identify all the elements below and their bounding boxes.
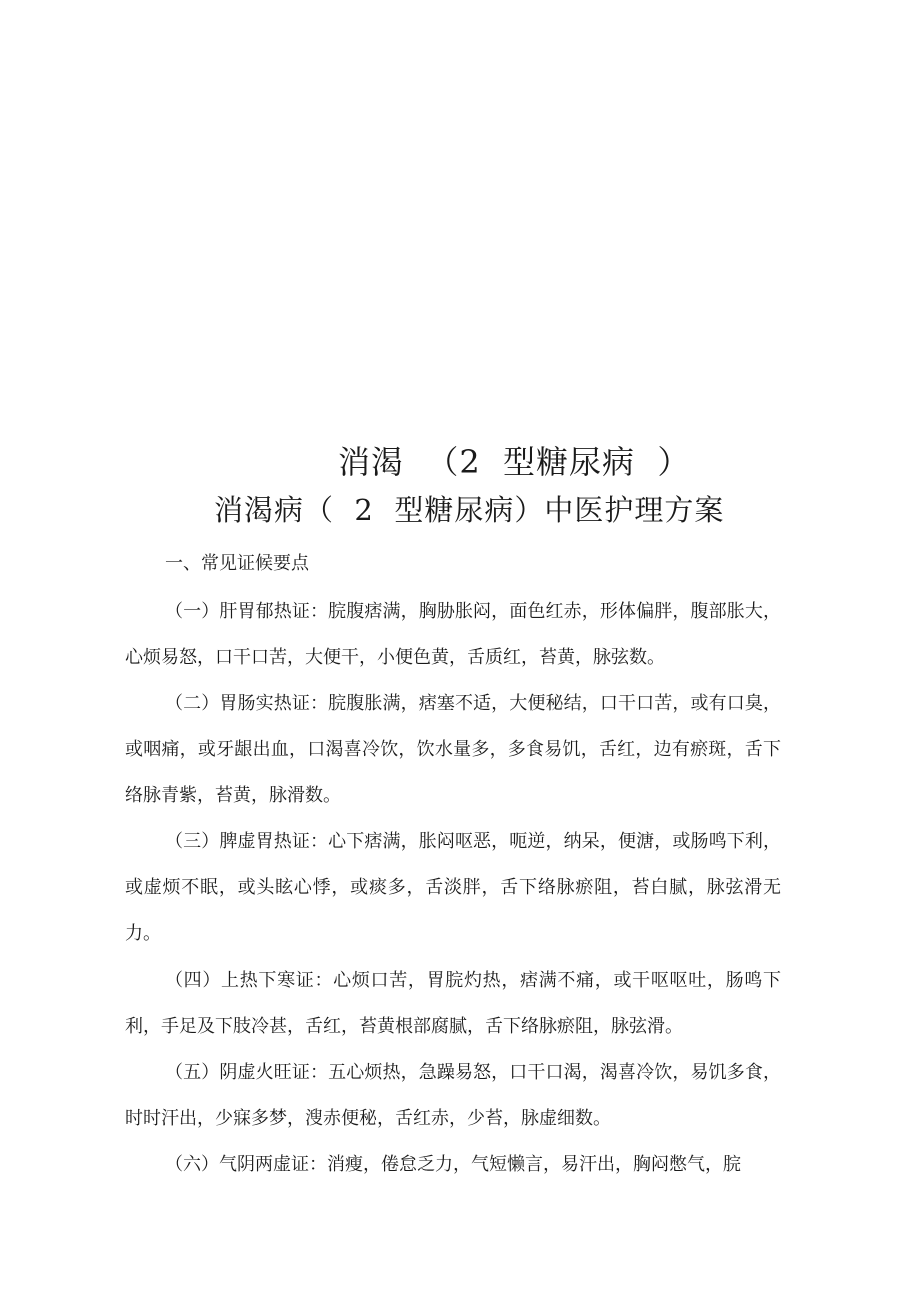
paragraph-syndrome-4: （四）上热下寒证：心烦口苦，胃脘灼热，痞满不痛，或干呕呕吐，肠鸣下利，手足及下肢冷甚，舌红，苔黄根部腐腻，舌下络脉瘀阻，脉弦滑。 bbox=[125, 970, 781, 1037]
document-subtitle: 消渴病（ 2 型糖尿病）中医护理方案 bbox=[214, 493, 725, 527]
paragraph-syndrome-5: （五）阴虚火旺证：五心烦热，急躁易怒，口干口渴，渴喜冷饮，易饥多食，时时汗出，少寐多梦，溲赤便秘，舌红赤，少苔，脉虚细数。 bbox=[125, 1062, 781, 1129]
paragraph-syndrome-3: （三）脾虚胃热证：心下痞满，胀闷呕恶，呃逆，纳呆，便溏，或肠鸣下利，或虚烦不眠，或头眩心悸，或痰多，舌淡胖，舌下络脉瘀阻，苔白腻，脉弦滑无力。 bbox=[125, 831, 781, 944]
paragraph-syndrome-6: （六）气阴两虚证：消瘦，倦怠乏力，气短懒言，易汗出，胸闷憋气，脘 bbox=[165, 1154, 741, 1175]
section-heading: 一、常见证候要点 bbox=[165, 553, 309, 574]
paragraph-syndrome-2: （二）胃肠实热证：脘腹胀满，痞塞不适，大便秘结，口干口苦，或有口臭，或咽痛，或牙龈出血，口渴喜冷饮，饮水量多，多食易饥，舌红，边有瘀斑，舌下络脉青紫，苔黄，脉滑数。 bbox=[125, 693, 781, 806]
paragraph-syndrome-1: （一）肝胃郁热证：脘腹痞满，胸胁胀闷，面色红赤，形体偏胖，腹部胀大，心烦易怒，口干口苦，大便干，小便色黄，舌质红，苔黄，脉弦数。 bbox=[125, 601, 781, 668]
document-title: 消渴 （2 型糖尿病 ） bbox=[338, 443, 691, 481]
